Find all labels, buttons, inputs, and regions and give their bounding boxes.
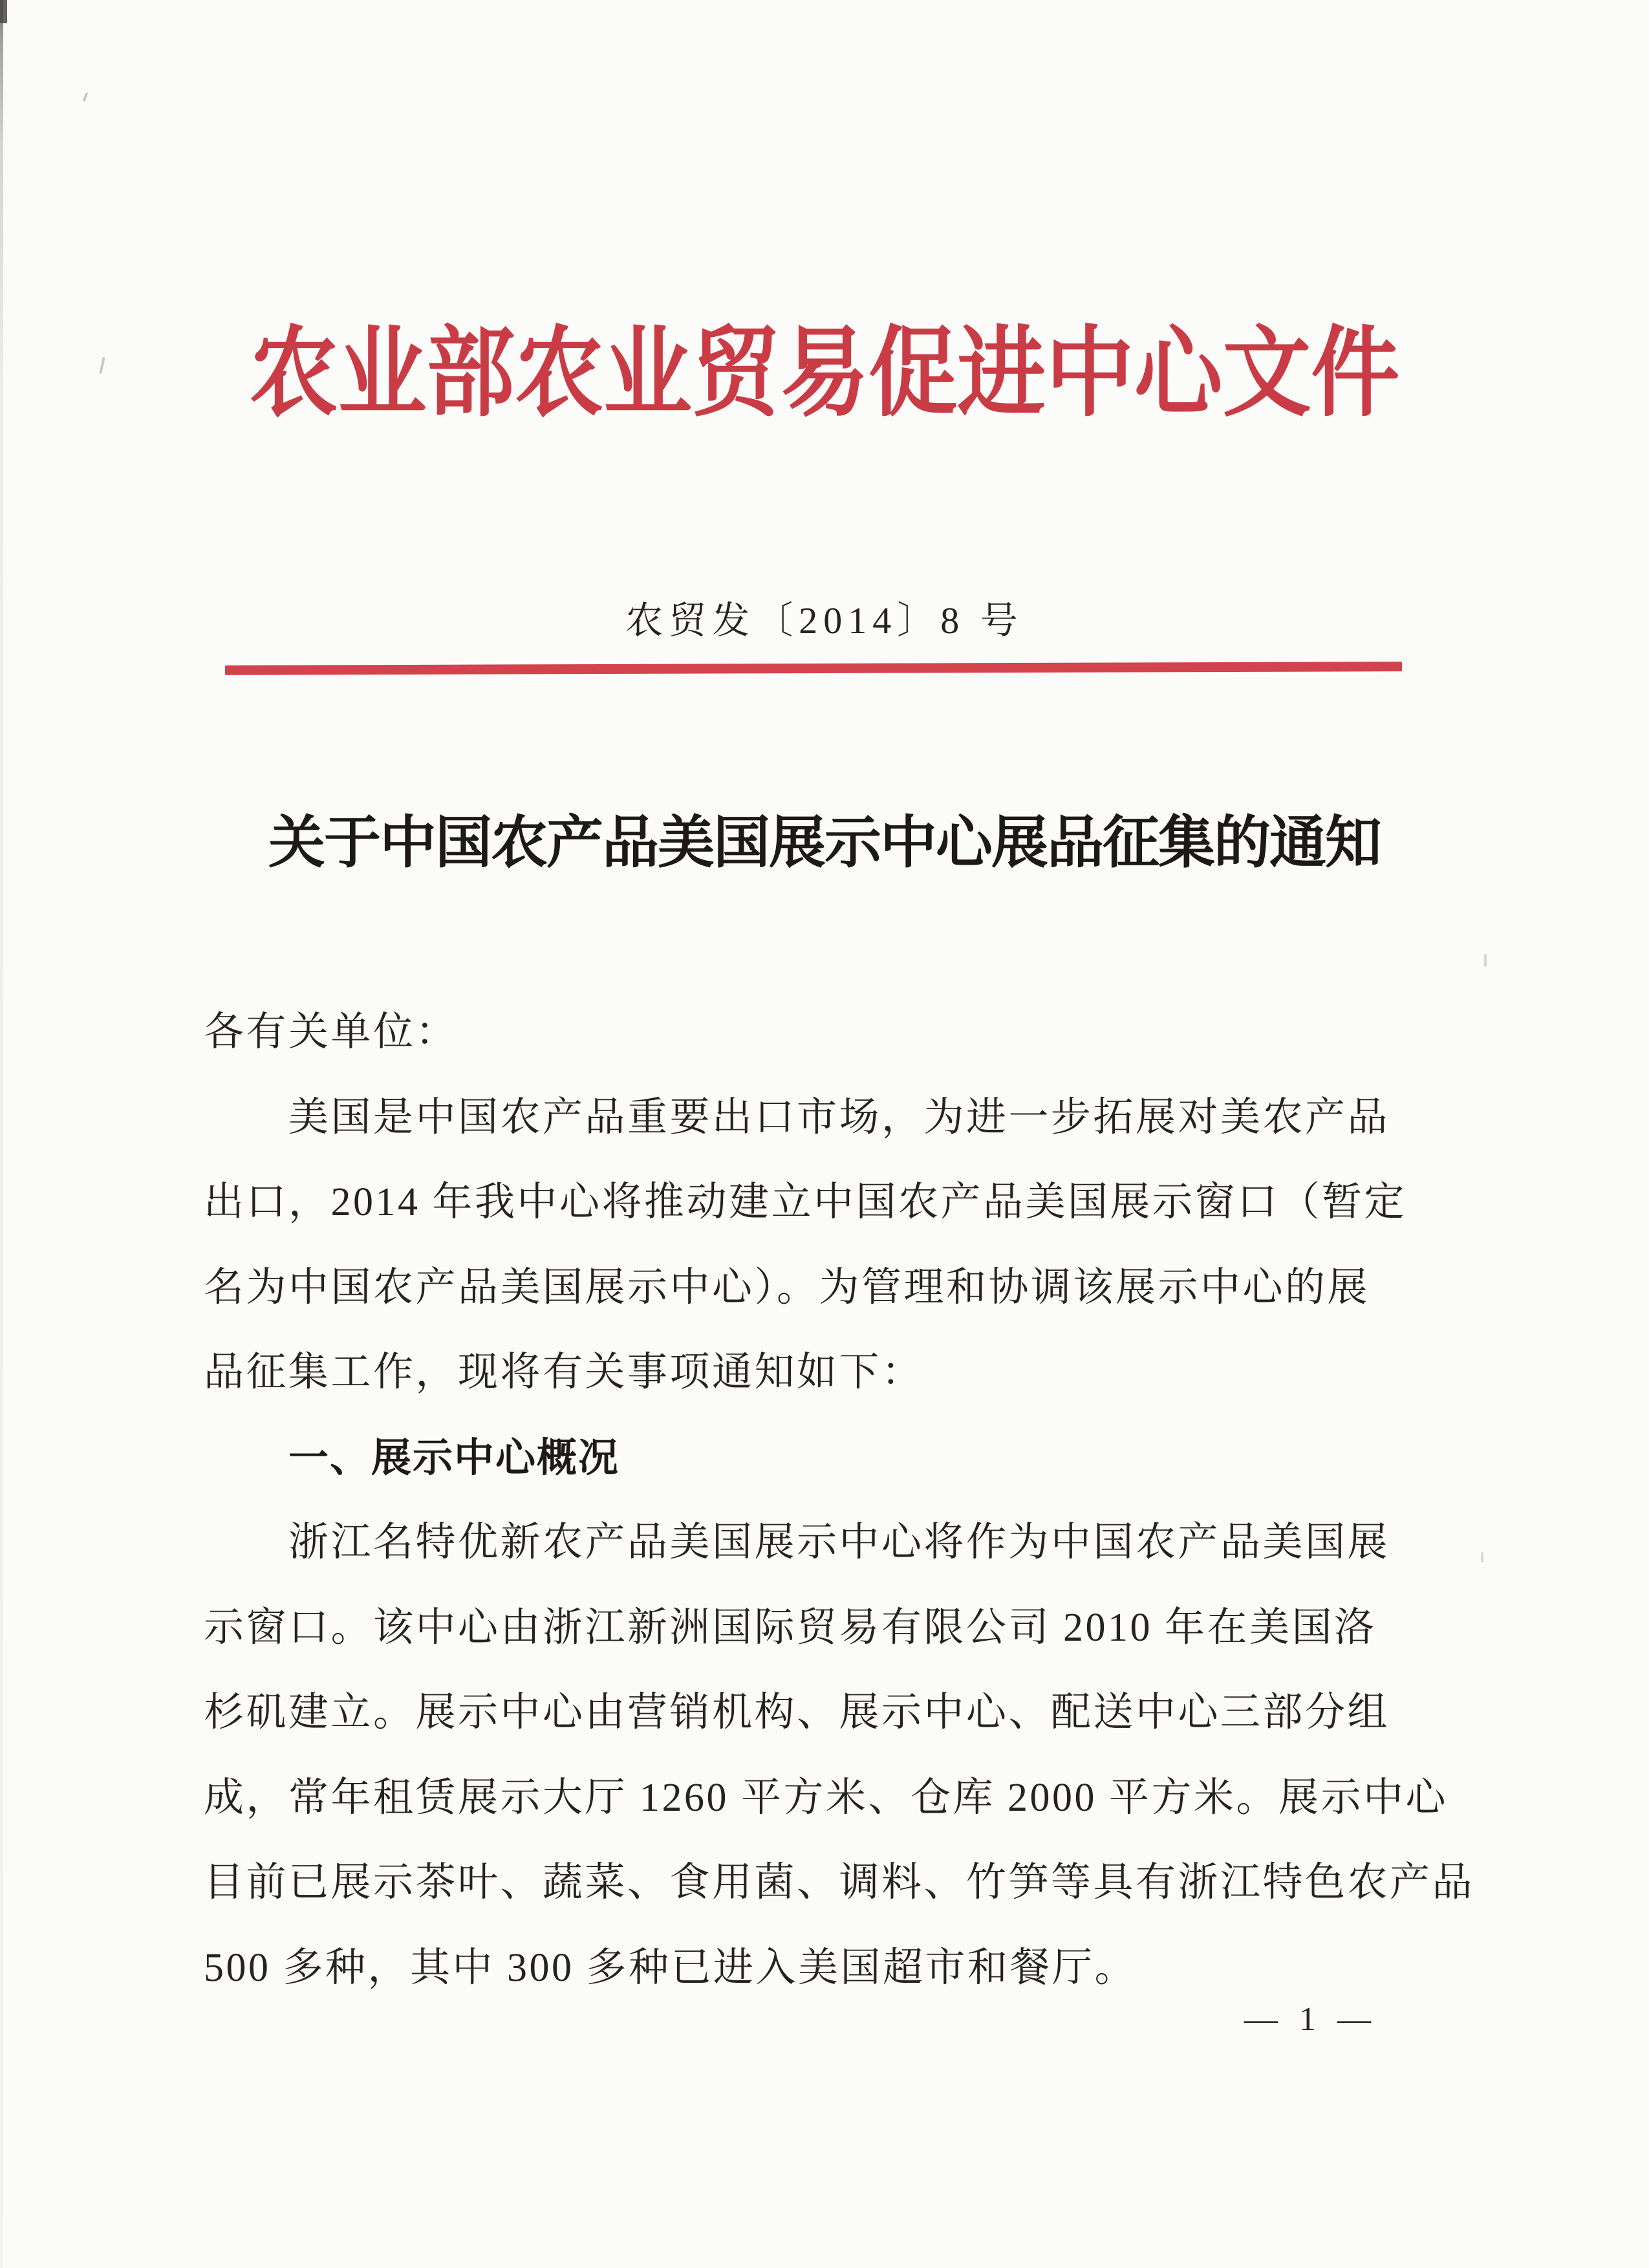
scan-speck: [1481, 1552, 1483, 1562]
section-heading: 一、展示中心概况: [288, 1435, 620, 1480]
page-number: — 1 —: [1244, 2001, 1377, 2038]
body-line: 美国是中国农产品重要出口市场，为进一步拓展对美农产品: [288, 1095, 1390, 1139]
body-line: 杉矶建立。展示中心由营销机构、展示中心、配送中心三部分组: [204, 1690, 1390, 1734]
document-reference-number: 农贸发〔2014〕8 号: [625, 599, 1024, 642]
document-body: [204, 990, 1475, 2011]
scan-speck: [83, 92, 89, 102]
body-line: 浙江名特优新农产品美国展示中心将作为中国农产品美国展: [288, 1520, 1390, 1564]
scan-speck: [1484, 954, 1487, 967]
body-line: 目前已展示茶叶、蔬菜、食用菌、调料、竹笋等具有浙江特色农产品: [204, 1861, 1475, 1905]
body-line: 示窗口。该中心由浙江新洲国际贸易有限公司 2010 年在美国洛: [204, 1605, 1377, 1650]
red-divider-line: [225, 662, 1402, 675]
body-line: 品征集工作，现将有关事项通知如下：: [204, 1350, 924, 1394]
body-line: 成，常年租赁展示大厅 1260 平方米、仓库 2000 平方米。展示中心: [204, 1775, 1449, 1820]
scanner-edge-shadow: [0, 0, 3, 2268]
scanner-corner-mark: [0, 0, 7, 23]
agency-letterhead-title: 农业部农业贸易促进中心文件: [249, 319, 1400, 428]
body-line: 名为中国农产品美国展示中心）。为管理和协调该展示中心的展: [204, 1265, 1370, 1310]
body-line: 500 多种，其中 300 多种已进入美国超市和餐厅。: [204, 1945, 1137, 1990]
salutation: 各有关单位：: [204, 1010, 458, 1054]
document-title: 关于中国农产品美国展示中心展品征集的通知: [268, 810, 1381, 874]
body-line: 出口，2014 年我中心将推动建立中国农产品美国展示窗口（暂定: [204, 1180, 1407, 1224]
